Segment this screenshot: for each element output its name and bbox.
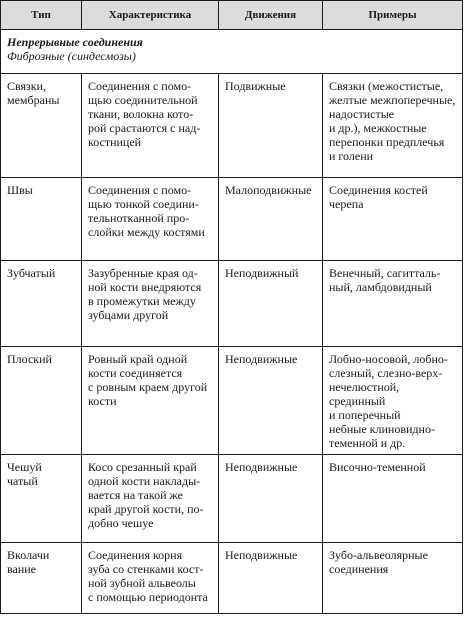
cell-description: Соединения с помо- щью соединительной ткани, волокна кото- рой срастаются с над- костницей [82,74,219,178]
cell-description: Ровный край одной кости соединяется с ровным краем другой кости [82,347,219,455]
cell-description: Соединения с помо- щью тонкой соедини- тельнотканной про- слойки между костями [82,178,219,261]
cell-type: Чешуй чатый [1,455,82,543]
cell-examples: Лобно-носовой, лобно- слезный, слезно-верх- нечелюстной, срединный и поперечный небные клиновидно- теменной и др. [323,347,463,455]
cell-type: Швы [1,178,82,261]
cell-description: Соединения корня зуба со стенками кост- ной зубной альвеолы с помощью периодонта [82,543,219,614]
section-heading [1,30,463,74]
table-row [1,543,463,614]
cell-movement: Малоподвижные [219,178,323,261]
section-row [1,30,463,74]
header-type: Тип [1,1,82,30]
table-row [1,347,463,455]
cell-type: Плоский [1,347,82,455]
cell-type: Зубчатый [1,261,82,347]
section-subtitle: Фиброзные (синдесмозы) [7,49,136,63]
cell-movement: Неподвижные [219,543,323,614]
cell-examples: Височно-теменной [323,455,463,543]
header-examples: Примеры [323,1,463,30]
cell-examples: Связки (межостистые, желтые межпоперечные, надостистые и др.), межкостные перепонки предплечья и голени [323,74,463,178]
table-row [1,261,463,347]
table-row [1,74,463,178]
cell-movement: Неподвижные [219,455,323,543]
header-description: Характеристика [82,1,219,30]
table-row [1,455,463,543]
cell-movement: Неподвижные [219,347,323,455]
cell-description: Косо срезанный край одной кости наклады- вается на такой же край другой кости, по- добно чешуе [82,455,219,543]
cell-movement: Подвижные [219,74,323,178]
cell-type: Связки, мембраны [1,74,82,178]
header-movement: Движения [219,1,323,30]
cell-type: Вколачи вание [1,543,82,614]
cell-examples: Зубо-альвеолярные соединения [323,543,463,614]
header-row [1,1,463,30]
cell-movement: Неподвижный [219,261,323,347]
section-title: Непрерывные соединения [7,35,143,49]
table-row [1,178,463,261]
cell-description: Зазубренные края од- ной кости внедряются в промежутки между зубцами другой [82,261,219,347]
cell-examples: Венечный, сагитталь- ный, ламбдовидный [323,261,463,347]
cell-examples: Соединения костей черепа [323,178,463,261]
